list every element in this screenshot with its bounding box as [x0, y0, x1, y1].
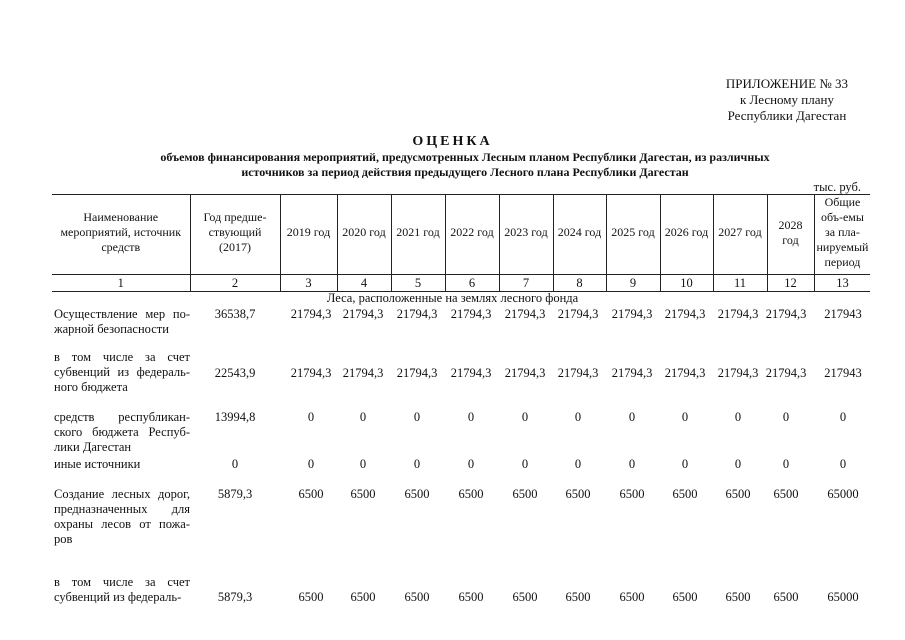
table-cell: 6500	[619, 590, 645, 604]
header-col-1: Наименование мероприятий, источник средств	[52, 195, 190, 271]
table-cell: 0	[413, 410, 421, 424]
table-cell: 21794,3	[557, 307, 599, 321]
table-cell: 0	[307, 410, 315, 424]
table-cell: 65000	[827, 590, 859, 604]
table-cell: 65000	[827, 487, 859, 501]
table-cell: 21794,3	[765, 307, 807, 321]
table-cell: 21794,3	[450, 366, 492, 380]
header-col-13: Общие объ-емы за пла-нируемый период	[814, 195, 870, 271]
table-cell: 6500	[672, 590, 698, 604]
table-cell: 6500	[458, 590, 484, 604]
table-cell: 21794,3	[765, 366, 807, 380]
header-col-9: 2025 год	[606, 195, 660, 271]
header-col-3: 2019 год	[280, 195, 337, 271]
table-cell: 6500	[458, 487, 484, 501]
column-number: 2	[190, 275, 280, 292]
table-cell: 6500	[672, 487, 698, 501]
row-label: Осуществление мер по-жарной безопасности	[54, 307, 190, 336]
table-cell: 0	[359, 410, 367, 424]
financing-table-header	[52, 194, 870, 292]
table-cell: 21794,3	[504, 307, 546, 321]
row-label: в том числе за счет субвенций из федераль-ного бюджета	[54, 350, 190, 394]
table-cell: 217943	[824, 366, 862, 380]
document-title: ОЦЕНКА	[412, 134, 493, 149]
table-cell: 36538,7	[214, 307, 256, 321]
table-cell: 21794,3	[611, 366, 653, 380]
table-cell: 0	[307, 457, 315, 471]
table-cell: 0	[574, 457, 582, 471]
table-cell: 6500	[773, 590, 799, 604]
row-label: Создание лесных дорог, предназначенных для охраны лесов от пожа-ров	[54, 487, 190, 546]
table-cell: 6500	[350, 590, 376, 604]
column-number: 10	[660, 275, 713, 292]
subtitle-line-1: объемов финансирования мероприятий, предусмотренных Лесным планом Республики Дагестан, из различных	[160, 150, 770, 164]
table-cell: 6500	[298, 487, 324, 501]
table-cell: 21794,3	[717, 366, 759, 380]
subtitle-line-2: источников за период действия предыдущего Лесного плана Республики Дагестан	[241, 165, 689, 179]
appendix-line-1: ПРИЛОЖЕНИЕ № 33	[725, 76, 848, 91]
table-cell: 0	[734, 457, 742, 471]
table-cell: 6500	[725, 590, 751, 604]
header-col-4: 2020 год	[337, 195, 391, 271]
header-col-8: 2024 год	[553, 195, 606, 271]
table-cell: 0	[413, 457, 421, 471]
column-number: 13	[814, 275, 870, 292]
column-number-row	[52, 275, 870, 292]
header-col-6: 2022 год	[445, 195, 499, 271]
table-cell: 0	[231, 457, 239, 471]
table-cell: 6500	[619, 487, 645, 501]
table-cell: 21794,3	[504, 366, 546, 380]
table-cell: 0	[782, 410, 790, 424]
table-cell: 21794,3	[664, 366, 706, 380]
table-cell: 5879,3	[217, 590, 253, 604]
table-cell: 6500	[512, 487, 538, 501]
units-label: тыс. руб.	[813, 180, 861, 194]
table-cell: 21794,3	[557, 366, 599, 380]
table-cell: 0	[681, 457, 689, 471]
table-cell: 0	[628, 410, 636, 424]
table-cell: 6500	[350, 487, 376, 501]
table-cell: 0	[359, 457, 367, 471]
table-cell: 0	[681, 410, 689, 424]
document-subtitle	[40, 150, 890, 180]
table-cell: 22543,9	[214, 366, 256, 380]
header-col-11: 2027 год	[713, 195, 767, 271]
table-cell: 21794,3	[342, 366, 384, 380]
column-number: 3	[280, 275, 337, 292]
row-label: в том числе за счет субвенций из федераль-	[54, 575, 190, 604]
header-row	[52, 195, 870, 271]
table-cell: 21794,3	[717, 307, 759, 321]
header-col-12: 2028 год	[767, 195, 814, 271]
table-cell: 0	[782, 457, 790, 471]
table-cell: 217943	[824, 307, 862, 321]
table-cell: 0	[839, 410, 847, 424]
column-number: 6	[445, 275, 499, 292]
header-col-7: 2023 год	[499, 195, 553, 271]
table-cell: 21794,3	[664, 307, 706, 321]
table-cell: 6500	[512, 590, 538, 604]
table-cell: 6500	[565, 590, 591, 604]
table-cell: 5879,3	[217, 487, 253, 501]
column-number: 4	[337, 275, 391, 292]
table-cell: 0	[734, 410, 742, 424]
table-cell: 6500	[404, 487, 430, 501]
table-cell: 21794,3	[396, 366, 438, 380]
table-cell: 21794,3	[450, 307, 492, 321]
table-cell: 6500	[773, 487, 799, 501]
table-cell: 21794,3	[396, 307, 438, 321]
table-cell: 0	[521, 410, 529, 424]
row-label: средств республикан-ского бюджета Респуб-лики Дагестан	[54, 410, 190, 454]
table-cell: 21794,3	[611, 307, 653, 321]
appendix-block	[726, 76, 848, 124]
table-cell: 6500	[565, 487, 591, 501]
table-cell: 6500	[725, 487, 751, 501]
table-cell: 21794,3	[342, 307, 384, 321]
header-col-10: 2026 год	[660, 195, 713, 271]
column-number: 9	[606, 275, 660, 292]
table-cell: 0	[574, 410, 582, 424]
table-cell: 0	[467, 457, 475, 471]
table-cell: 21794,3	[290, 307, 332, 321]
column-number: 8	[553, 275, 606, 292]
header-col-5: 2021 год	[391, 195, 445, 271]
appendix-line-3: Республики Дагестан	[727, 108, 847, 123]
row-label: иные источники	[54, 457, 141, 471]
table-cell: 0	[467, 410, 475, 424]
table-cell: 0	[839, 457, 847, 471]
table-cell: 21794,3	[290, 366, 332, 380]
appendix-line-2: к Лесному плану	[739, 92, 834, 107]
table-cell: 6500	[404, 590, 430, 604]
column-number: 11	[713, 275, 767, 292]
column-number: 12	[767, 275, 814, 292]
table-cell: 13994,8	[214, 410, 256, 424]
column-number: 5	[391, 275, 445, 292]
table-cell: 6500	[298, 590, 324, 604]
section-title: Леса, расположенные на землях лесного фонда	[326, 291, 579, 305]
table-cell: 0	[521, 457, 529, 471]
header-col-2: Год предше-ствующий (2017)	[190, 195, 280, 271]
table-cell: 0	[628, 457, 636, 471]
column-number: 7	[499, 275, 553, 292]
column-number: 1	[52, 275, 190, 292]
